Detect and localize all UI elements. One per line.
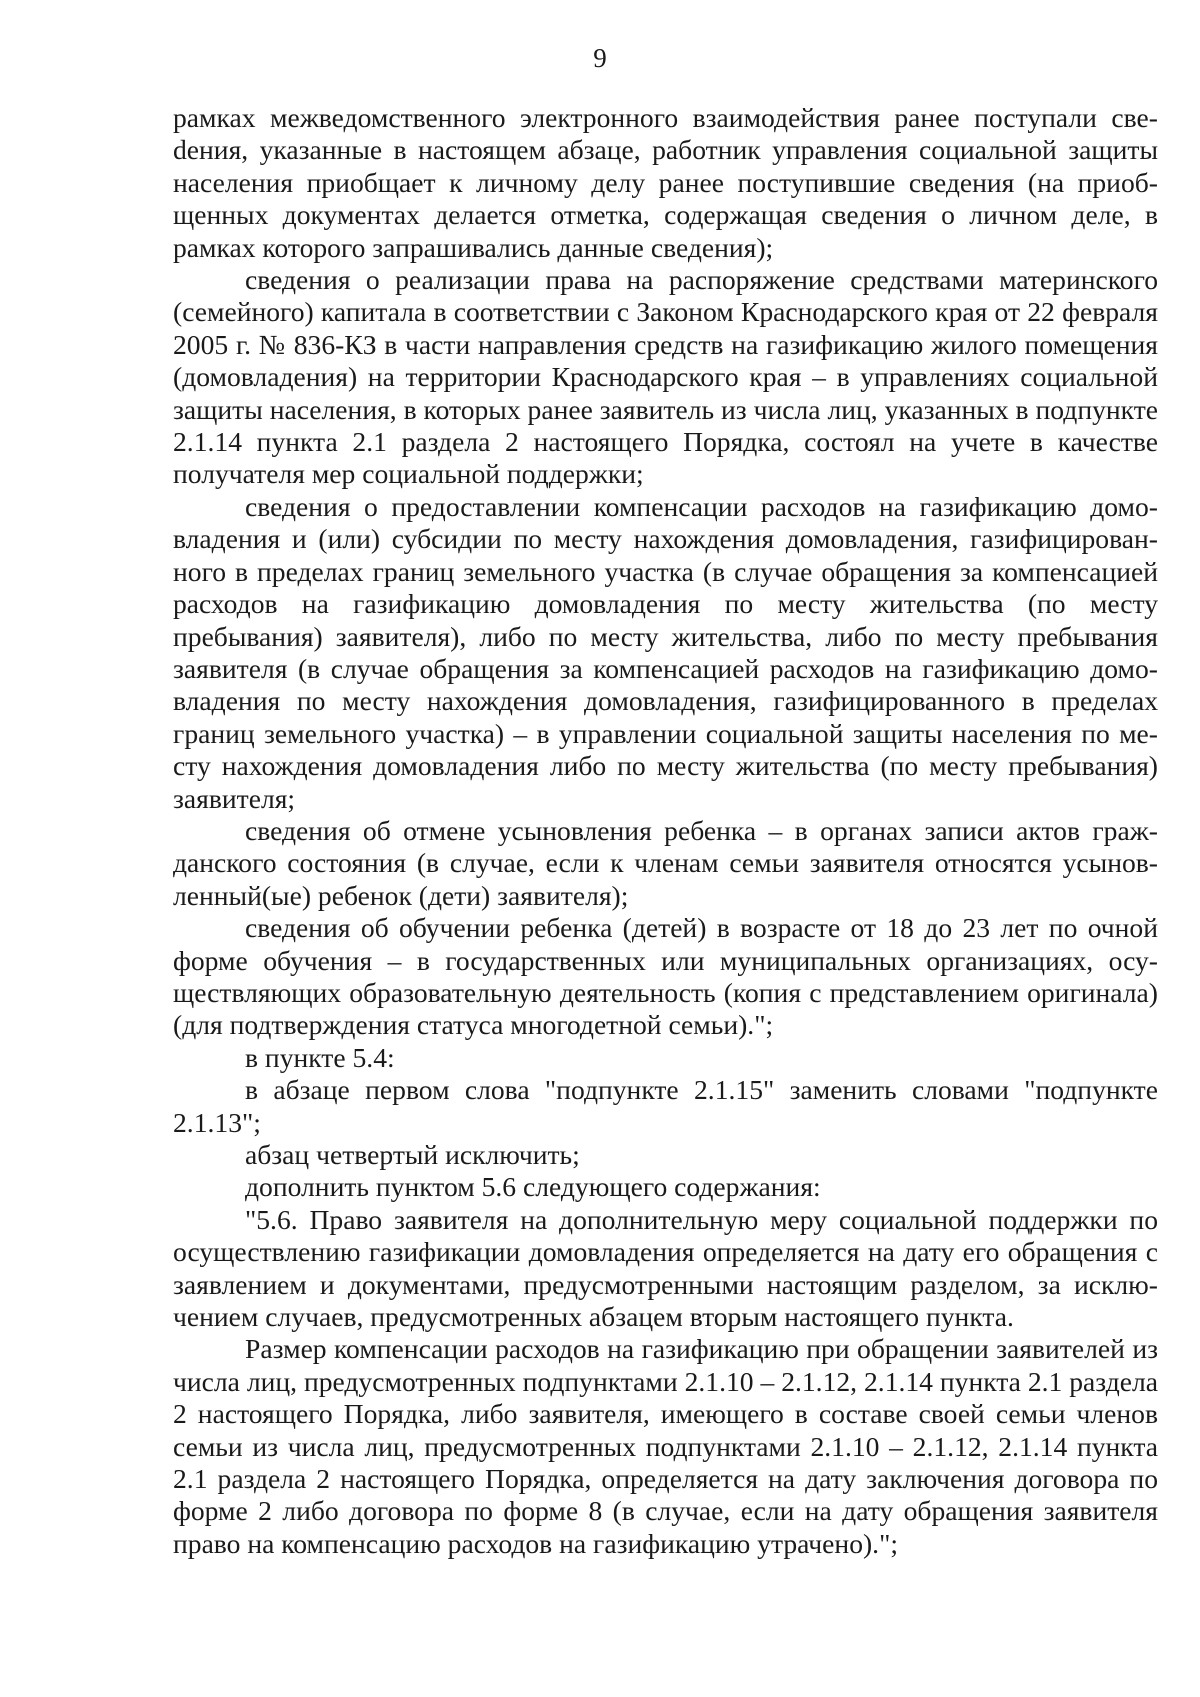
paragraph: сведения об обучении ребенка (детей) в возрасте от 18 до 23 лет по очной форме обучения – в государственных или муниципальных организациях, осуществляющих образовательную деятельность (копия с представлением оригинала) (для подтверждения статуса многодетной семьи)."; <box>173 912 1158 1041</box>
paragraph: рамках межведомственного электронного взаимодействия ранее поступали свеdения, указанные в настоящем абзаце, работник управления социальной защиты населения приобщает к личному делу ранее поступившие сведения (на приобщенных документах делается отметка, содержащая сведения о личном деле, в рамках которого запрашивались данные сведения); <box>173 102 1158 263</box>
paragraph: Размер компенсации расходов на газификацию при обращении заявителей из числа лиц, предусмотренных подпунктами 2.1.10 – 2.1.12, 2.1.14 пункта 2.1 раздела 2 настоящего Порядка, либо заявителя, имеющего в составе своей семьи членов семьи из числа лиц, предусмотренных подпунктами 2.1.10 – 2.1.12, 2.1.14 пункта 2.1 раздела 2 настоящего Порядка, определяется на дату заключения договора по форме 2 либо договора по форме 8 (в случае, если на дату обращения заявителя право на компенсацию расходов на газификацию утрачено)."; <box>173 1333 1158 1559</box>
document-body <box>173 102 1158 1560</box>
paragraph: абзац четвертый исключить; <box>245 1139 580 1170</box>
page-number: 9 <box>593 43 607 73</box>
paragraph: в абзаце первом слова "подпункте 2.1.15" заменить словами "подпункте 2.1.13"; <box>173 1074 1158 1138</box>
paragraph: дополнить пунктом 5.6 следующего содержания: <box>245 1171 821 1203</box>
paragraph: "5.6. Право заявителя на дополнительную меру социальной поддержки по осуществлению газификации домовладения определяется на дату его обращения с заявлением и документами, предусмотренными настоящим разделом, за исключением случаев, предусмотренных абзацем вторым настоящего пункта. <box>173 1203 1158 1333</box>
paragraph: в пункте 5.4: <box>245 1041 395 1073</box>
paragraph: сведения о предоставлении компенсации расходов на газификацию домовладения и (или) субсидии по месту нахождения домовладения, газифицированного в пределах границ земельного участка (в случае обращения за компенсацией расходов на газификацию домовладения по месту жительства (по месту пребывания) заявителя), либо по месту жительства, либо по месту пребывания заявителя (в случае обращения за компенсацией расходов на газификацию домовладения по месту нахождения домовладения, газифицированного в пределах границ земельного участка) – в управлении социальной защиты населения по месту нахождения домовладения либо по месту жительства (по месту пребывания) заявителя; <box>173 490 1158 814</box>
paragraph: сведения об отмене усыновления ребенка – в органах записи актов гражданского состояния (в случае, если к членам семьи заявителя относятся усыновленный(ые) ребенок (дети) заявителя); <box>173 814 1158 911</box>
paragraph: сведения о реализации права на распоряжение средствами материнского (семейного) капитала в соответствии с Законом Краснодарского края от 22 февраля 2005 г. № 836-КЗ в части направления средств на газификацию жилого помещения (домовладения) на территории Краснодарского края – в управлениях социальной защиты населения, в которых ранее заявитель из числа лиц, указанных в подпункте 2.1.14 пункта 2.1 раздела 2 настоящего Порядка, состоял на учете в качестве получателя мер социальной поддержки; <box>173 264 1158 490</box>
